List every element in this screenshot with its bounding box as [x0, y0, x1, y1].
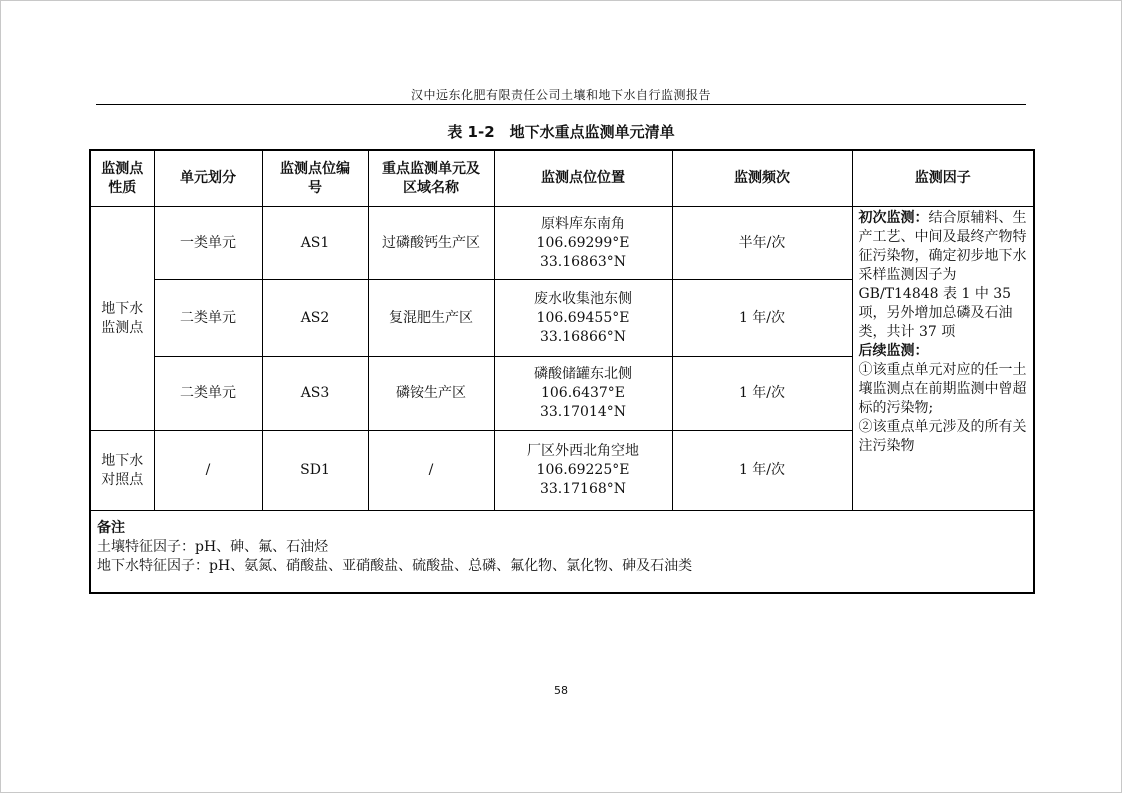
cell-point-id: AS3 — [262, 357, 368, 431]
notes-groundwater-factors: 地下水特征因子：pH、氨氮、硝酸盐、亚硝酸盐、硫酸盐、总磷、氟化物、氯化物、砷及石油类 — [97, 558, 693, 574]
cell-unit-division: / — [154, 431, 262, 511]
cell-point-id: AS2 — [262, 280, 368, 357]
cell-unit-area: 复混肥生产区 — [368, 280, 494, 357]
cell-frequency: 半年/次 — [672, 207, 852, 280]
col-header-nature: 监测点 性质 — [90, 150, 154, 207]
notes-row — [90, 511, 1034, 594]
notes-heading: 备注 — [97, 520, 125, 536]
group-label-monitoring: 地下水 监测点 — [90, 207, 154, 431]
cell-location: 废水收集池东侧 106.69455°E 33.16866°N — [494, 280, 672, 357]
page-number: 58 — [554, 684, 568, 697]
initial-monitoring-text: 结合原辅料、生产工艺、中间及最终产物特征污染物，确定初步地下水采样监测因子为 GB/T14848 表 1 中 35 项，另外增加总磷及石油类，共计 37 项 — [858, 210, 1027, 340]
col-header-frequency: 监测频次 — [672, 150, 852, 207]
cell-monitoring-factors — [852, 207, 1034, 511]
notes-cell — [90, 511, 1034, 594]
followup-item-1: ①该重点单元对应的任一土壤监测点在前期监测中曾超标的污染物; — [858, 362, 1027, 416]
cell-frequency: 1 年/次 — [672, 357, 852, 431]
cell-unit-division: 二类单元 — [154, 280, 262, 357]
header-rule — [96, 104, 1026, 105]
followup-item-2: ②该重点单元涉及的所有关注污染物 — [858, 419, 1027, 454]
col-header-unit-area: 重点监测单元及 区域名称 — [368, 150, 494, 207]
col-header-factors: 监测因子 — [852, 150, 1034, 207]
col-header-point-id: 监测点位编 号 — [262, 150, 368, 207]
cell-unit-division: 一类单元 — [154, 207, 262, 280]
cell-point-id: SD1 — [262, 431, 368, 511]
cell-unit-area: 过磷酸钙生产区 — [368, 207, 494, 280]
monitoring-table — [89, 149, 1035, 594]
cell-location: 厂区外西北角空地 106.69225°E 33.17168°N — [494, 431, 672, 511]
cell-unit-area: / — [368, 431, 494, 511]
initial-monitoring-label: 初次监测： — [858, 210, 929, 226]
table-header-row — [90, 150, 1034, 207]
col-header-unit-division: 单元划分 — [154, 150, 262, 207]
cell-frequency: 1 年/次 — [672, 280, 852, 357]
cell-location: 原料库东南角 106.69299°E 33.16863°N — [494, 207, 672, 280]
followup-monitoring-label: 后续监测： — [858, 343, 929, 359]
group-label-control: 地下水 对照点 — [90, 431, 154, 511]
cell-unit-area: 磷铵生产区 — [368, 357, 494, 431]
cell-point-id: AS1 — [262, 207, 368, 280]
cell-location: 磷酸储罐东北侧 106.6437°E 33.17014°N — [494, 357, 672, 431]
cell-frequency: 1 年/次 — [672, 431, 852, 511]
col-header-location: 监测点位位置 — [494, 150, 672, 207]
notes-soil-factors: 土壤特征因子：pH、砷、氟、石油烃 — [97, 539, 329, 555]
table-row — [90, 207, 1034, 280]
running-header: 汉中远东化肥有限责任公司土壤和地下水自行监测报告 — [410, 88, 711, 102]
table-title: 表 1-2 地下水重点监测单元清单 — [447, 123, 675, 141]
cell-unit-division: 二类单元 — [154, 357, 262, 431]
